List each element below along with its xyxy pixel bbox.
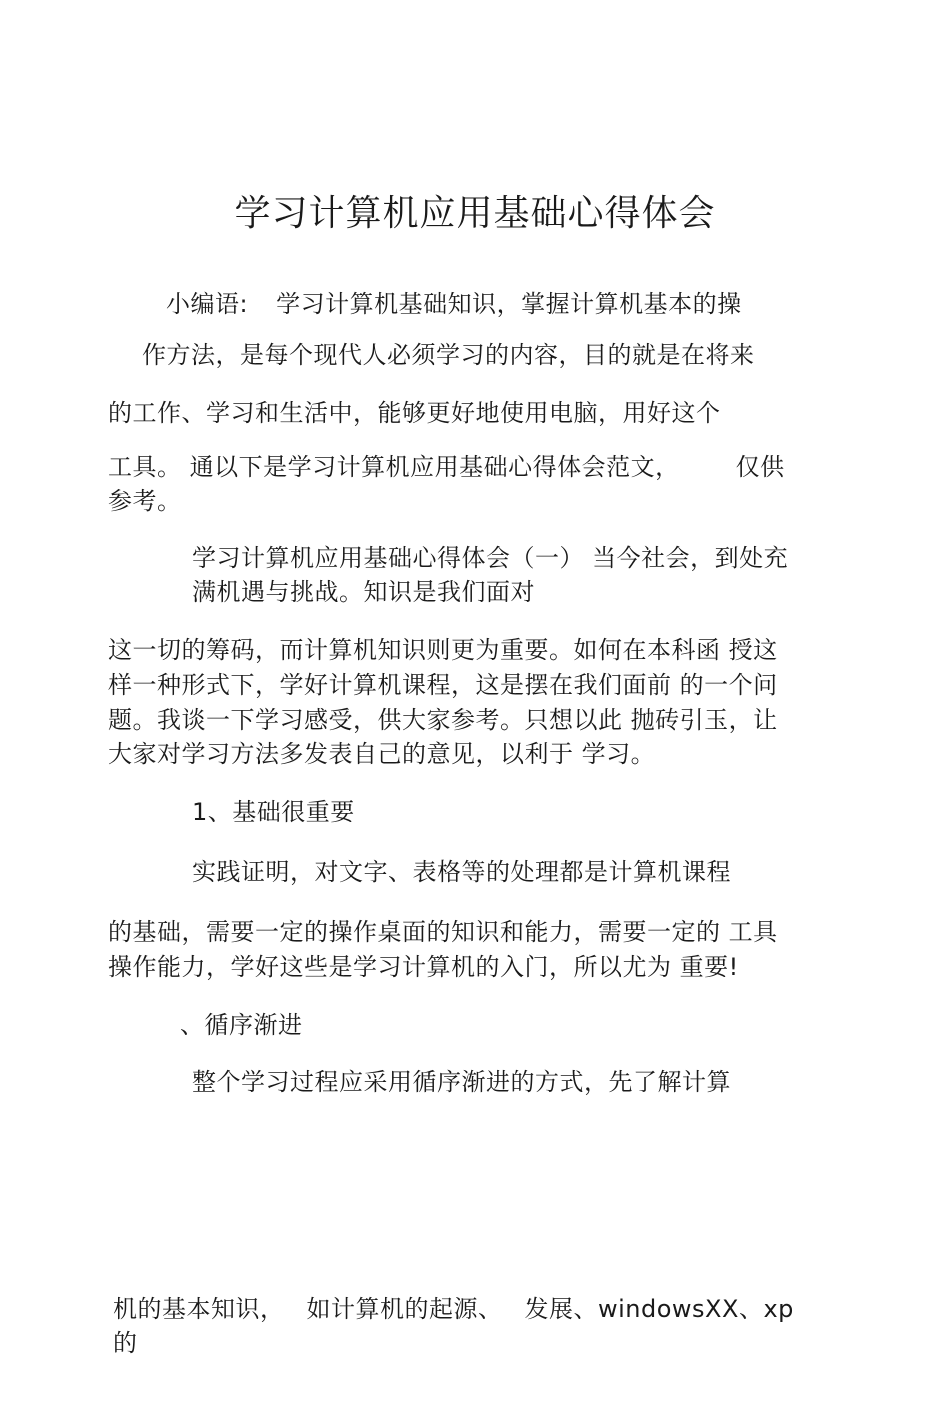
intro-text-1: 学习计算机基础知识，掌握计算机基本的操	[276, 290, 742, 318]
footer-text-1a: 机的基本知识，	[113, 1295, 285, 1323]
page-title: 学习计算机应用基础心得体会	[234, 193, 716, 234]
para2-line-2: 样一种形式下，学好计算机课程，这是摆在我们面前 的一个问	[108, 671, 778, 699]
intro-line-4	[108, 450, 785, 484]
para3-line-1: 实践证明，对文字、表格等的处理都是计算机课程	[192, 858, 731, 886]
intro-text-4b: 仅供	[735, 453, 785, 481]
para2-line-4: 大家对学习方法多发表自己的意见，以利于 学习。	[108, 740, 656, 768]
footer-text-1c: 发展、windowsXX、xp	[524, 1295, 794, 1323]
para3-line-2: 的基础，需要一定的操作桌面的知识和能力，需要一定的 工具	[108, 918, 778, 946]
intro-line-1	[166, 287, 742, 321]
para4-line-1: 整个学习过程应采用循序渐进的方式，先了解计算	[192, 1068, 731, 1096]
intro-line-2: 作方法，是每个现代人必须学习的内容，目的就是在将来	[142, 341, 755, 369]
para3-line-3: 操作能力，学好这些是学习计算机的入门，所以尤为 重要!	[108, 953, 739, 981]
section1-line-1: 学习计算机应用基础心得体会（一） 当今社会，到处充	[192, 544, 789, 572]
intro-line-5: 参考。	[108, 487, 182, 515]
para2-line-1: 这一切的筹码，而计算机知识则更为重要。如何在本科函 授这	[108, 636, 778, 664]
footer-text-1b: 如计算机的起源、	[306, 1295, 503, 1323]
footer-line-2: 的	[113, 1329, 138, 1357]
intro-label: 小编语:	[166, 290, 249, 318]
section1-line-2: 满机遇与挑战。知识是我们面对	[192, 578, 535, 606]
footer-line-1	[113, 1292, 794, 1326]
intro-text-4a: 工具。 通以下是学习计算机应用基础心得体会范文，	[108, 453, 680, 481]
intro-line-3: 的工作、学习和生活中，能够更好地使用电脑，用好这个	[108, 399, 721, 427]
para2-line-3: 题。我谈一下学习感受，供大家参考。只想以此 抛砖引玉，让	[108, 706, 778, 734]
heading-basics: 1、基础很重要	[192, 798, 355, 826]
heading-step-by-step: 、循序渐进	[180, 1011, 303, 1039]
